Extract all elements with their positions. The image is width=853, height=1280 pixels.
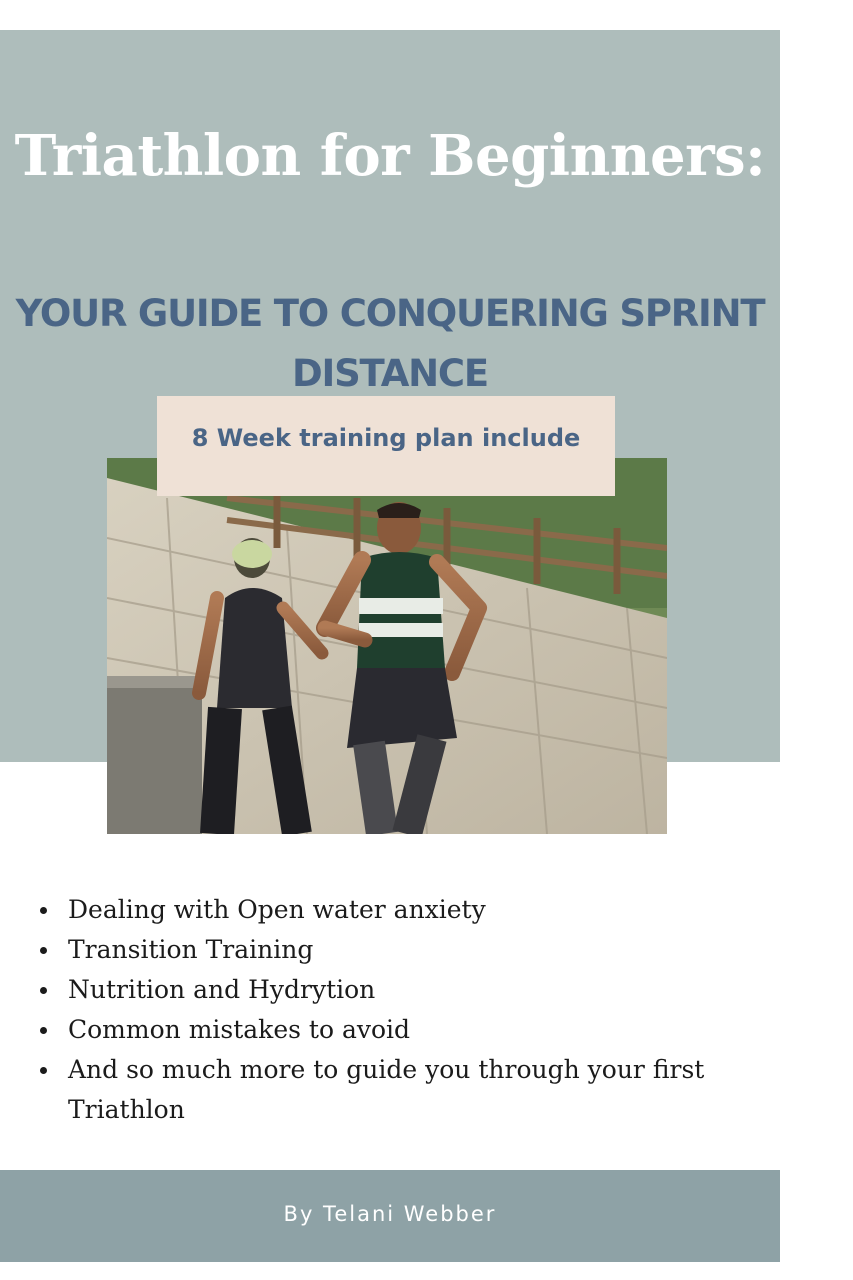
list-item: Dealing with Open water anxiety xyxy=(40,890,760,930)
list-item: And so much more to guide you through your first Triathlon xyxy=(40,1050,760,1130)
author-footer-band xyxy=(0,1170,780,1262)
book-title: Triathlon for Beginners: xyxy=(14,123,766,189)
list-item: Transition Training xyxy=(40,930,760,970)
book-subtitle: YOUR GUIDE TO CONQUERING SPRINT DISTANCE xyxy=(15,292,765,395)
cover-photo-triathletes xyxy=(107,458,667,834)
list-item: Nutrition and Hydrytion xyxy=(40,970,760,1010)
feature-list xyxy=(40,890,760,1130)
list-item: Common mistakes to avoid xyxy=(40,1010,760,1050)
training-plan-badge-text: 8 Week training plan include xyxy=(191,424,581,452)
author-name: By Telani Webber xyxy=(283,1202,497,1226)
training-plan-badge xyxy=(157,396,615,496)
